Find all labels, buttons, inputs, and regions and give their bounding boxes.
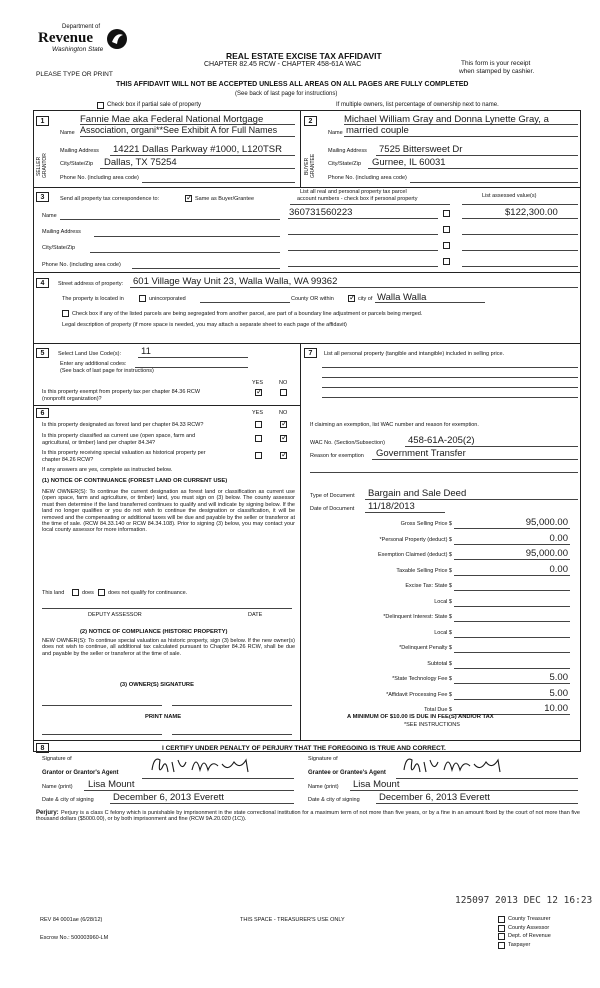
send-correspondence-label: Send all property tax correspondence to: bbox=[60, 196, 160, 202]
s3-mailing-label: Mailing Address bbox=[42, 229, 81, 235]
parcel-personal-checkbox-4[interactable] bbox=[443, 258, 450, 265]
calc-label: *State Technology Fee $ bbox=[392, 676, 452, 682]
forest-yes-checkbox[interactable] bbox=[255, 421, 262, 428]
seller-name-label: Name bbox=[60, 130, 75, 136]
wac-number[interactable]: 458-61A-205(2) bbox=[408, 435, 475, 446]
buyer-name-label: Name bbox=[328, 130, 343, 136]
buyer-side-label: BUYER GRANTEE bbox=[304, 153, 316, 179]
grantee-name-label: Name (print) bbox=[308, 784, 339, 790]
calc-label: *Delinquent Penalty $ bbox=[399, 645, 452, 651]
unincorporated-label: unincorporated bbox=[149, 296, 186, 302]
notice-2-title: (2) NOTICE OF COMPLIANCE (HISTORIC PROPERTY) bbox=[80, 629, 228, 635]
grantee-date-city[interactable]: December 6, 2013 Everett bbox=[379, 792, 490, 803]
form-revision: REV 84 0001ae (6/28/12) bbox=[40, 917, 103, 923]
property-street[interactable]: 601 Village Way Unit 23, Walla Walla, WA 99362 bbox=[133, 276, 338, 287]
grantee-date-label: Date & city of signing bbox=[308, 797, 360, 803]
if-yes-note: If any answers are yes, complete as instructed below. bbox=[42, 467, 173, 473]
type-or-print: PLEASE TYPE OR PRINT bbox=[36, 71, 113, 78]
current-use-no-checkbox[interactable] bbox=[280, 435, 287, 442]
located-in-label: The property is located in bbox=[62, 296, 124, 302]
street-label: Street address of property: bbox=[58, 281, 124, 287]
copy-checkbox[interactable] bbox=[498, 916, 505, 923]
land-does-not-checkbox[interactable] bbox=[98, 589, 105, 596]
perjury-text: Perjury is a class C felony which is punishable by imprisonment in the state correctional institution for a maximum term of not more than five years, or by a fine in an amount fixed by the court of not more than five thousand dollars ($5000.00), or by both imprisonment and fine (RCW 9A.20.020 (1C)). bbox=[36, 810, 580, 823]
copy-label: County Assessor bbox=[508, 924, 550, 931]
same-as-buyer-checkbox[interactable] bbox=[185, 195, 192, 202]
seller-name-line2[interactable]: Association, organi**See Exhibit A for Full Names bbox=[80, 125, 278, 135]
seller-city[interactable]: Dallas, TX 75254 bbox=[104, 157, 177, 168]
see-back-text: (See back of last page for instructions) bbox=[235, 91, 338, 97]
minimum-due-note: A MINIMUM OF $10.00 IS DUE IN FEE(S) AND/OR TAX bbox=[347, 714, 494, 720]
cashier-stamp: 125097 2013 DEC 12 16:23 bbox=[455, 895, 593, 906]
historic-no-checkbox[interactable] bbox=[280, 452, 287, 459]
grantee-name[interactable]: Lisa Mount bbox=[353, 779, 400, 790]
partial-sale-label: Check box if partial sale of property bbox=[107, 102, 202, 108]
copy-checkbox[interactable] bbox=[498, 933, 505, 940]
perjury-label: Perjury: bbox=[36, 810, 59, 816]
calc-label: Exemption Claimed (deduct) $ bbox=[378, 552, 452, 558]
calc-value[interactable]: 5.00 bbox=[549, 687, 568, 699]
exemption-claim-label: If claiming an exemption, list WAC number and reason for exemption. bbox=[310, 422, 479, 428]
historic-question-2: chapter 84.26 RCW? bbox=[42, 457, 94, 463]
county-or-within-label: County OR within bbox=[291, 296, 334, 302]
copy-label: Dept. of Revenue bbox=[508, 933, 551, 939]
revenue-logo bbox=[38, 24, 138, 68]
calc-label: Local $ bbox=[434, 629, 452, 636]
assessed-header: List assessed value(s) bbox=[482, 193, 537, 199]
current-use-yes-checkbox[interactable] bbox=[255, 435, 262, 442]
deputy-date-label: DATE bbox=[248, 612, 263, 618]
exemption-reason-label: Reason for exemption bbox=[310, 453, 364, 459]
grantor-date-label: Date & city of signing bbox=[42, 797, 94, 803]
land-use-label: Select Land Use Code(s): bbox=[58, 351, 121, 357]
property-city[interactable]: Walla Walla bbox=[377, 292, 427, 303]
section-1-number: 1 bbox=[36, 116, 49, 126]
segregated-checkbox[interactable] bbox=[62, 310, 69, 317]
calc-label: Subtotal $ bbox=[427, 660, 452, 667]
notice-2-text: NEW OWNER(S): To continue special valuation as historic property, sign (3) below. If the new owner(s) does not wish to continue, all additional tax calculated pursuant to Chapter 84.26 RCW, shall be due and payable by the seller or transferor at the time of sale. bbox=[42, 638, 295, 657]
notice-1-title: (1) NOTICE OF CONTINUANCE (FOREST LAND OR CURRENT USE) bbox=[42, 478, 228, 484]
historic-question-1: Is this property receiving special valuation as historical property per bbox=[42, 450, 206, 456]
s3-name-label: Name bbox=[42, 213, 57, 219]
city-of-label: city of bbox=[358, 296, 373, 302]
owner-signature-label: (3) OWNER(S) SIGNATURE bbox=[120, 682, 194, 688]
parcel-header-2: account numbers - check box if personal property bbox=[297, 196, 418, 202]
section-5-number: 5 bbox=[36, 348, 49, 358]
logo-swirl-icon bbox=[106, 28, 128, 50]
section-6-number: 6 bbox=[36, 408, 49, 418]
s6-yes-header: YES bbox=[252, 410, 264, 416]
section-8-number: 8 bbox=[36, 743, 49, 753]
land-use-code[interactable]: 11 bbox=[141, 346, 151, 357]
certify-text: I CERTIFY UNDER PENALTY OF PERJURY THAT THE FOREGOING IS TRUE AND CORRECT. bbox=[162, 745, 446, 752]
parcel-personal-checkbox-1[interactable] bbox=[443, 210, 450, 217]
grantee-agent-label: Grantee or Grantee's Agent bbox=[308, 770, 386, 776]
section-4-number: 4 bbox=[36, 278, 49, 288]
treasurer-space-label: THIS SPACE - TREASURER'S USE ONLY bbox=[240, 917, 345, 923]
calc-label: Taxable Selling Price $ bbox=[396, 567, 452, 574]
notice-1-text: NEW OWNER(S): To continue the current designation as forest land or classification as current use (open space, farm and agriculture, or timber) land, you must sign on (3) below. The county assessor must then determine if the land transferred continues to qualify and will indicate by signing below. If the land no longer qualifies or you do not wish to continue the designation or classification, it will be removed and the compensating or additional taxes will be due and payable by the seller or transferor at the time of sale. (RCW 84.33.140 or RCW 84.34.108). Prior to signing (3) below, you may contact your local county assessor for more information. bbox=[42, 489, 295, 534]
seller-name-line1[interactable]: Fannie Mae aka Federal National Mortgage bbox=[80, 114, 264, 125]
calc-value[interactable]: 10.00 bbox=[544, 703, 568, 714]
logo-agency-big: Revenue bbox=[38, 30, 93, 46]
calc-label: Total Due $ bbox=[424, 707, 452, 713]
calc-label: Gross Selling Price $ bbox=[400, 521, 452, 527]
exempt-no-checkbox[interactable] bbox=[280, 389, 287, 396]
form-title: REAL ESTATE EXCISE TAX AFFIDAVIT bbox=[226, 51, 382, 61]
copy-label: County Treasurer bbox=[508, 916, 551, 922]
exempt-question-1: Is this property exempt from property tax per chapter 84.36 RCW bbox=[42, 389, 201, 395]
grantor-name[interactable]: Lisa Mount bbox=[88, 779, 135, 790]
buyer-name-line1[interactable]: Michael William Gray and Donna Lynette Gray, a bbox=[344, 114, 549, 125]
warning-text: THIS AFFIDAVIT WILL NOT BE ACCEPTED UNLESS ALL AREAS ON ALL PAGES ARE FULLY COMPLETED bbox=[116, 81, 469, 88]
seller-phone-label: Phone No. (including area code) bbox=[60, 175, 139, 181]
land-does-not-label: does not qualify for continuance. bbox=[108, 590, 188, 596]
wac-label: WAC No. (Section/Subsection) bbox=[310, 440, 385, 446]
forest-no-checkbox[interactable] bbox=[280, 421, 287, 428]
buyer-mailing[interactable]: 7525 Bittersweet Dr bbox=[379, 144, 463, 155]
buyer-mailing-label: Mailing Address bbox=[328, 148, 367, 154]
parcel-number[interactable]: 360731560223 bbox=[289, 207, 353, 218]
seller-mailing-label: Mailing Address bbox=[60, 148, 99, 154]
calc-value[interactable]: 0.00 bbox=[549, 563, 568, 575]
calc-label: Local $ bbox=[434, 598, 452, 605]
parcel-personal-checkbox-2[interactable] bbox=[443, 226, 450, 233]
grantor-name-label: Name (print) bbox=[42, 784, 73, 790]
calc-label: *Delinquent Interest: State $ bbox=[383, 614, 452, 620]
multiple-owners-label: If multiple owners, list percentage of ownership next to name. bbox=[336, 102, 499, 108]
legal-description-label: Legal description of property (if more space is needed, you may attach a separate sheet to each page of the affidavit) bbox=[62, 322, 347, 328]
calc-value[interactable]: 0.00 bbox=[549, 532, 568, 544]
exempt-yes-checkbox[interactable] bbox=[255, 389, 262, 396]
unincorporated-checkbox[interactable] bbox=[139, 295, 146, 302]
land-qualify-label: This land bbox=[42, 590, 65, 596]
logo-agency-state: Washington State bbox=[52, 46, 104, 53]
land-does-checkbox[interactable] bbox=[72, 589, 79, 596]
grantor-sig-label: Signature of bbox=[42, 756, 72, 762]
forest-question: Is this property designated as forest land per chapter 84.33 RCW? bbox=[42, 422, 204, 428]
section-2-number: 2 bbox=[304, 116, 317, 126]
s5-no-header: NO bbox=[279, 380, 288, 386]
historic-yes-checkbox[interactable] bbox=[255, 452, 262, 459]
deputy-assessor-label: DEPUTY ASSESSOR bbox=[88, 612, 142, 618]
copy-checkbox[interactable] bbox=[498, 942, 505, 949]
s3-phone-label: Phone No. (including area code) bbox=[42, 262, 121, 268]
calc-label: Excise Tax: State $ bbox=[405, 583, 452, 589]
buyer-city-label: City/State/Zip bbox=[328, 161, 362, 167]
receipt-line-2: when stamped by cashier. bbox=[459, 68, 535, 75]
buyer-city[interactable]: Gurnee, IL 60031 bbox=[372, 157, 446, 168]
seller-side-label: SELLER GRANTOR bbox=[36, 153, 48, 179]
additional-codes-label: Enter any additional codes: bbox=[60, 361, 127, 367]
logo-agency-small: Department of bbox=[62, 24, 101, 30]
calc-value[interactable]: 95,000.00 bbox=[525, 517, 568, 528]
s6-no-header: NO bbox=[279, 410, 288, 416]
seller-mailing[interactable]: 14221 Dallas Parkway #1000, L120TSR bbox=[113, 144, 282, 155]
additional-codes-note: (See back of last page for instructions) bbox=[60, 368, 154, 374]
section-7-number: 7 bbox=[304, 348, 317, 358]
land-does-label: does bbox=[82, 590, 94, 596]
grantor-date-city[interactable]: December 6, 2013 Everett bbox=[113, 792, 224, 803]
parcel-personal-checkbox-3[interactable] bbox=[443, 242, 450, 249]
grantee-sig-label: Signature of bbox=[308, 756, 338, 762]
same-as-buyer-label: Same as Buyer/Grantee bbox=[195, 196, 255, 202]
personal-property-label: List all personal property (tangible and intangible) included in selling price. bbox=[324, 351, 505, 357]
calc-value[interactable]: 95,000.00 bbox=[525, 548, 568, 559]
grantor-agent-label: Grantor or Grantor's Agent bbox=[42, 770, 119, 776]
copy-label: Taxpayer bbox=[508, 941, 531, 948]
doc-type[interactable]: Bargain and Sale Deed bbox=[368, 488, 467, 499]
current-use-question-1: Is this property classified as current use (open space, farm and bbox=[42, 433, 196, 439]
doc-date-label: Date of Document bbox=[310, 506, 355, 512]
copy-checkbox[interactable] bbox=[498, 925, 505, 932]
current-use-question-2: agricultural, or timber) land per chapter 84.34? bbox=[42, 440, 156, 446]
parcel-header-1: List all real and personal property tax parcel bbox=[300, 189, 407, 195]
exempt-question-2: (nonprofit organization)? bbox=[42, 396, 102, 402]
doc-type-label: Type of Document bbox=[310, 493, 355, 499]
city-of-checkbox[interactable] bbox=[348, 295, 355, 302]
s5-yes-header: YES bbox=[252, 380, 264, 386]
segregated-label: Check box if any of the listed parcels are being segregated from another parcel, are part of a boundary line adjustment or parcels being merged. bbox=[72, 311, 423, 317]
exemption-reason[interactable]: Government Transfer bbox=[376, 448, 466, 459]
grantor-signature[interactable] bbox=[148, 752, 268, 778]
print-name-label: PRINT NAME bbox=[145, 714, 182, 720]
s3-city-label: City/State/Zip bbox=[42, 245, 76, 251]
form-chapter: CHAPTER 82.45 RCW - CHAPTER 458-61A WAC bbox=[204, 61, 362, 68]
calc-label: *Affidavit Processing Fee $ bbox=[386, 691, 452, 698]
receipt-line-1: This form is your receipt bbox=[461, 60, 531, 67]
partial-sale-checkbox[interactable] bbox=[97, 102, 104, 109]
doc-date[interactable]: 11/18/2013 bbox=[368, 501, 415, 512]
buyer-phone-label: Phone No. (including area code) bbox=[328, 175, 407, 181]
grantee-signature[interactable] bbox=[400, 752, 520, 778]
calc-label: *Personal Property (deduct) $ bbox=[379, 536, 452, 543]
escrow-number: Escrow No.: 500003960-LM bbox=[40, 935, 109, 941]
seller-city-label: City/State/Zip bbox=[60, 161, 94, 167]
section-3-number: 3 bbox=[36, 192, 49, 202]
calc-value[interactable]: 5.00 bbox=[549, 672, 568, 683]
assessed-value[interactable]: $122,300.00 bbox=[505, 207, 558, 218]
buyer-name-line2[interactable]: married couple bbox=[346, 125, 409, 136]
see-instructions-note: *SEE INSTRUCTIONS bbox=[404, 722, 460, 728]
